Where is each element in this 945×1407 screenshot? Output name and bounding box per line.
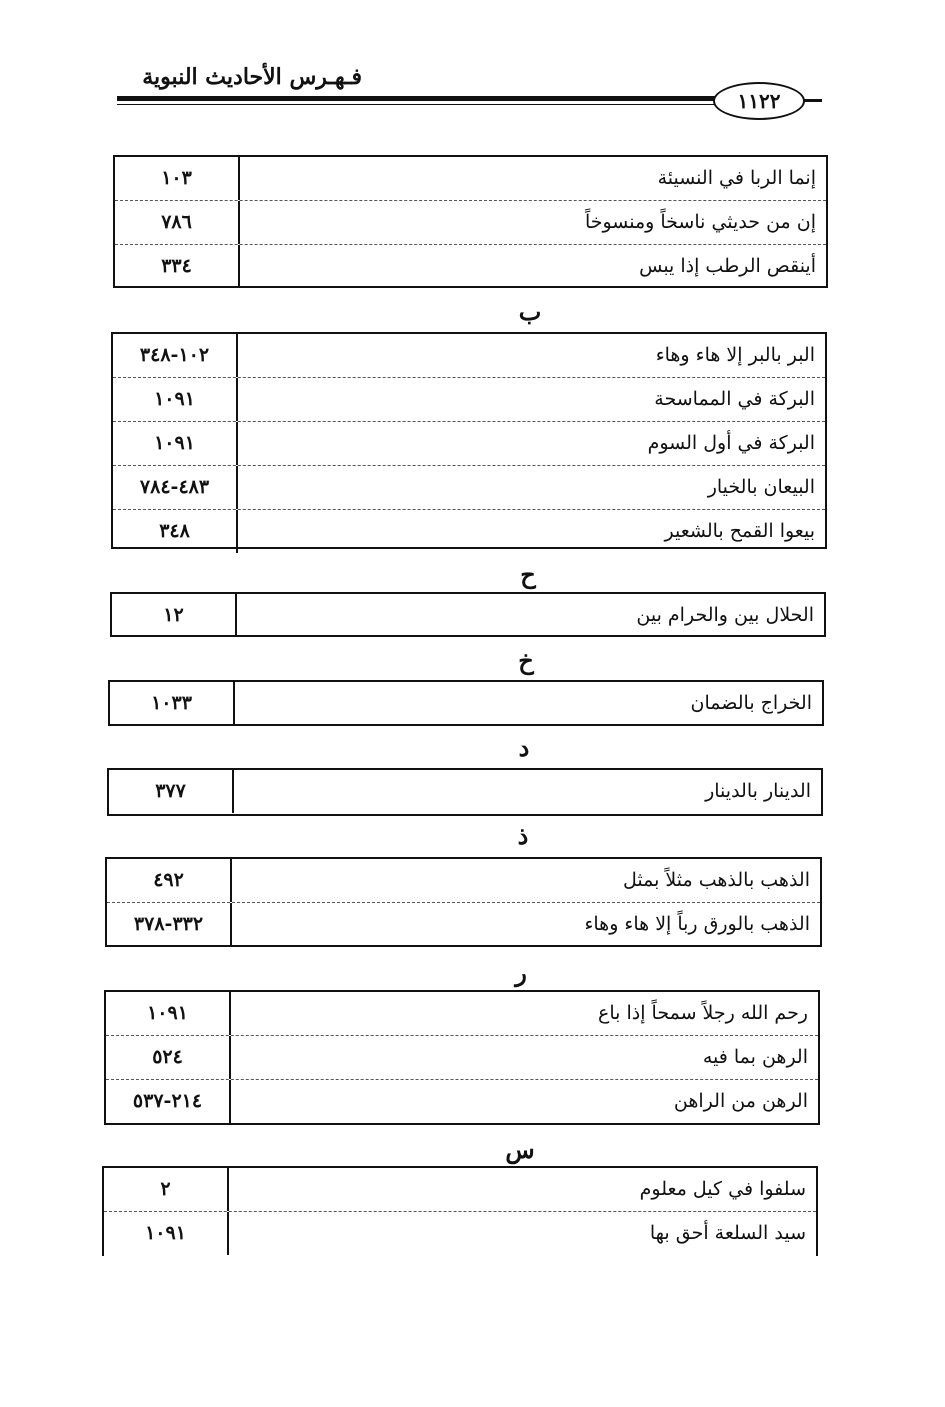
page-reference: ١٠٩١ [113, 422, 238, 465]
table-row [106, 992, 818, 1035]
hadith-text: إنما الربا في النسيئة [657, 167, 816, 189]
table-row [113, 509, 825, 553]
hadith-text: الرهن من الراهن [673, 1090, 808, 1112]
page-reference: ٤٩٢ [107, 859, 232, 902]
hadith-text: سيد السلعة أحق بها [649, 1222, 806, 1244]
section-letter: ب [518, 297, 542, 326]
table-row [104, 1211, 816, 1255]
hadith-text: رحم الله رجلاً سمحاً إذا باع [598, 1002, 808, 1024]
page-reference: ٣٣٤ [115, 245, 240, 288]
section-letter: د [518, 733, 530, 762]
index-table-3 [110, 592, 826, 637]
page-reference: ١٠٩١ [113, 378, 238, 421]
page-number-oval [713, 82, 805, 120]
index-table-1 [113, 155, 828, 288]
hadith-text: الرهن بما فيه [702, 1046, 808, 1068]
header-rule-thick [117, 96, 722, 101]
table-row [113, 421, 825, 465]
page-reference: ١٠٣٣ [110, 682, 235, 725]
page-reference: ١٠٣ [115, 157, 240, 200]
page-reference: ٥٢٤ [106, 1036, 231, 1079]
hadith-text: بيعوا القمح بالشعير [664, 520, 815, 542]
hadith-text: سلفوا في كيل معلوم [639, 1178, 806, 1200]
page-reference: ١٠٢-٣٤٨ [113, 334, 238, 377]
hadith-text: البيعان بالخيار [707, 476, 815, 498]
table-row [106, 1079, 818, 1123]
table-row [110, 682, 822, 725]
index-table-7 [104, 990, 820, 1125]
index-table-4 [108, 680, 824, 726]
hadith-text: الخراج بالضمان [690, 692, 812, 714]
hadith-text: البركة في المماسحة [654, 388, 815, 410]
hadith-text: الذهب بالذهب مثلاً بمثل [623, 869, 810, 891]
table-row [107, 859, 820, 902]
page-reference: ٢ [104, 1168, 229, 1211]
page-reference: ٣٣٢-٣٧٨ [107, 903, 232, 946]
page-reference: ٤٨٣-٧٨٤ [113, 466, 238, 509]
index-table-2 [111, 332, 827, 549]
table-row [104, 1168, 816, 1211]
hadith-text: أينقص الرطب إذا يبس [639, 255, 816, 277]
index-table-6 [105, 857, 822, 947]
section-letter: ر [515, 958, 527, 987]
table-row [113, 377, 825, 421]
page-reference: ١٠٩١ [106, 992, 231, 1035]
page-number: ١١٢٢ [737, 89, 781, 113]
index-table-5 [107, 768, 823, 816]
hadith-text: البركة في أول السوم [647, 432, 815, 454]
page-title: فـهـرس الأحاديث النبوية [142, 64, 362, 90]
section-letter: ح [520, 560, 536, 589]
table-row [113, 334, 825, 377]
table-row [115, 244, 826, 288]
table-row [107, 902, 820, 946]
table-row [115, 200, 826, 244]
hadith-text: الدينار بالدينار [705, 780, 811, 802]
page-reference: ٧٨٦ [115, 201, 240, 244]
hadith-text: الحلال بين والحرام بين [636, 604, 814, 626]
table-row [113, 465, 825, 509]
table-row [106, 1035, 818, 1079]
section-letter: ذ [517, 821, 529, 850]
table-row [115, 157, 826, 200]
section-letter: س [505, 1135, 535, 1164]
page-reference: ٢١٤-٥٣٧ [106, 1080, 231, 1123]
page-reference: ١٠٩١ [104, 1212, 229, 1255]
page-reference: ٣٤٨ [113, 510, 238, 553]
section-letter: خ [518, 646, 534, 675]
page-reference: ٣٧٧ [109, 770, 234, 813]
table-row [112, 594, 824, 637]
hadith-text: البر بالبر إلا هاء وهاء [655, 344, 815, 366]
hadith-text: الذهب بالورق رباً إلا هاء وهاء [584, 913, 810, 935]
index-table-8 [102, 1166, 818, 1256]
header-rule-thin [117, 104, 722, 105]
page-reference: ١٢ [112, 594, 237, 637]
hadith-text: إن من حديثي ناسخاً ومنسوخاً [584, 211, 816, 233]
table-row [109, 770, 821, 813]
